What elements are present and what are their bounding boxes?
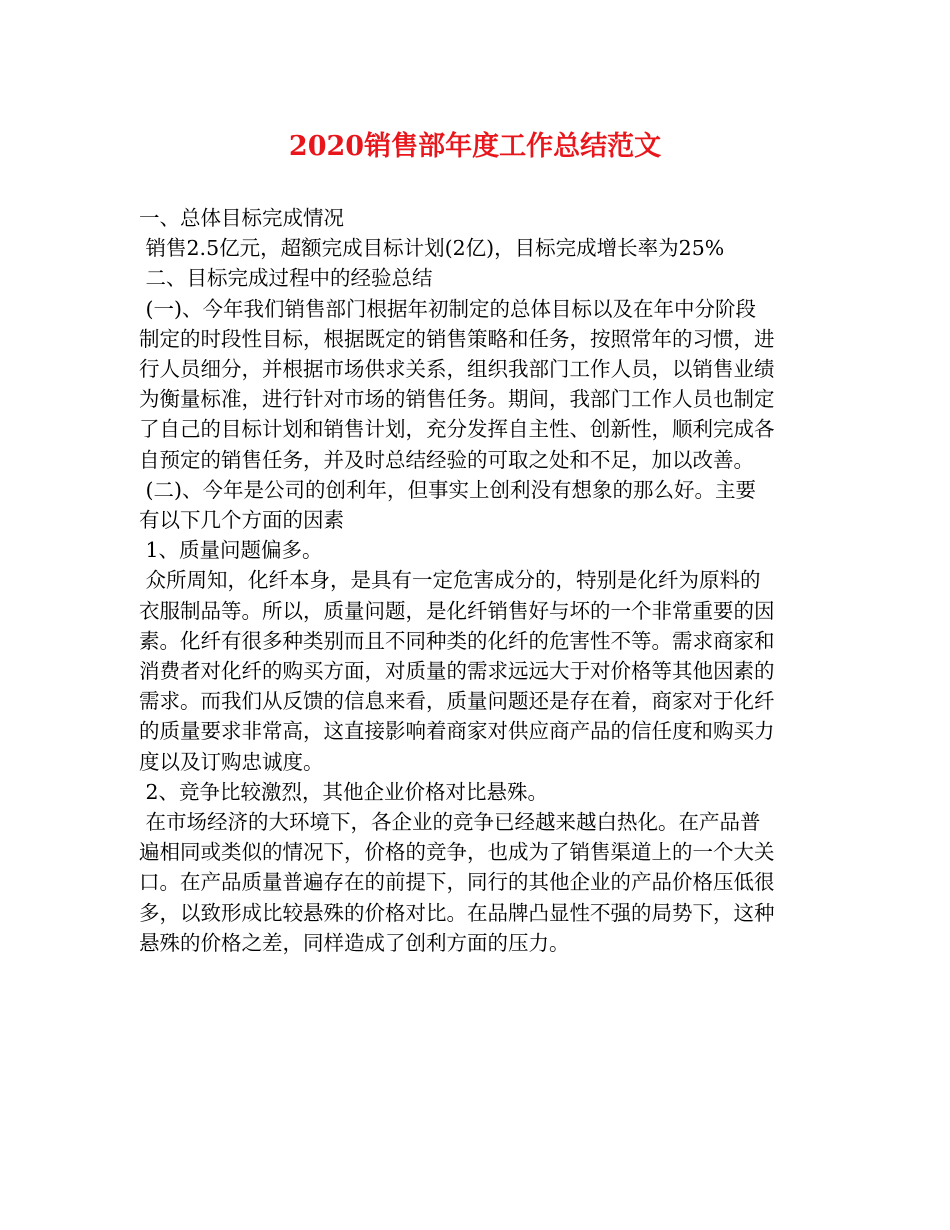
paragraph-line: 悬殊的价格之差，同样造成了创利方面的压力。: [139, 930, 570, 955]
subheading-competition: 2、竞争比较激烈，其他企业价格对比悬殊。: [139, 779, 549, 804]
paragraph-line: 消费者对化纤的购买方面，对质量的需求远远大于对价格等其他因素的: [139, 659, 775, 684]
paragraph-line: 为衡量标准，进行针对市场的销售任务。期间，我部门工作人员也制定: [139, 387, 775, 412]
paragraph-line: (二)、今年是公司的创利年，但事实上创利没有想象的那么好。主要: [139, 477, 757, 502]
paragraph-line: 的质量要求非常高，这直接影响着商家对供应商产品的信任度和购买力: [139, 719, 775, 744]
paragraph-line: 行人员细分，并根据市场供求关系，组织我部门工作人员，以销售业绩: [139, 357, 775, 382]
paragraph-line: 有以下几个方面的因素: [139, 508, 344, 533]
document-body: [139, 203, 819, 958]
sales-result-line: 销售2.5亿元，超额完成目标计划(2亿)，目标完成增长率为25%: [139, 236, 725, 261]
paragraph-line: 众所周知，化纤本身，是具有一定危害成分的，特别是化纤为原料的: [139, 568, 761, 593]
subheading-quality-issues: 1、质量问题偏多。: [139, 538, 323, 563]
paragraph-line: 多，以致形成比较悬殊的价格对比。在品牌凸显性不强的局势下，这种: [139, 900, 775, 925]
paragraph-line: 衣服制品等。所以，质量问题，是化纤销售好与坏的一个非常重要的因: [139, 598, 775, 623]
paragraph-line: 在市场经济的大环境下，各企业的竞争已经越来越白热化。在产品普: [139, 810, 761, 835]
paragraph-line: (一)、今年我们销售部门根据年初制定的总体目标以及在年中分阶段: [139, 296, 757, 321]
paragraph-line: 遍相同或类似的情况下，价格的竞争，也成为了销售渠道上的一个大关: [139, 840, 775, 865]
paragraph-line: 素。化纤有很多种类别而且不同种类的化纤的危害性不等。需求商家和: [139, 628, 775, 653]
paragraph-line: 了自己的目标计划和销售计划，充分发挥自主性、创新性，顺利完成各: [139, 417, 775, 442]
heading-experience-summary: 二、目标完成过程中的经验总结: [139, 266, 433, 291]
paragraph-line: 度以及订购忠诚度。: [139, 749, 324, 774]
paragraph-line: 制定的时段性目标，根据既定的销售策略和任务，按照常年的习惯，进: [139, 326, 775, 351]
paragraph-line: 口。在产品质量普遍存在的前提下，同行的其他企业的产品价格压低很: [139, 870, 775, 895]
document-title: 2020销售部年度工作总结范文: [288, 131, 662, 162]
heading-overall-goal: 一、总体目标完成情况: [139, 206, 344, 230]
paragraph-line: 自预定的销售任务，并及时总结经验的可取之处和不足，加以改善。: [139, 447, 754, 472]
paragraph-line: 需求。而我们从反馈的信息来看，质量问题还是存在着，商家对于化纤: [139, 689, 775, 714]
